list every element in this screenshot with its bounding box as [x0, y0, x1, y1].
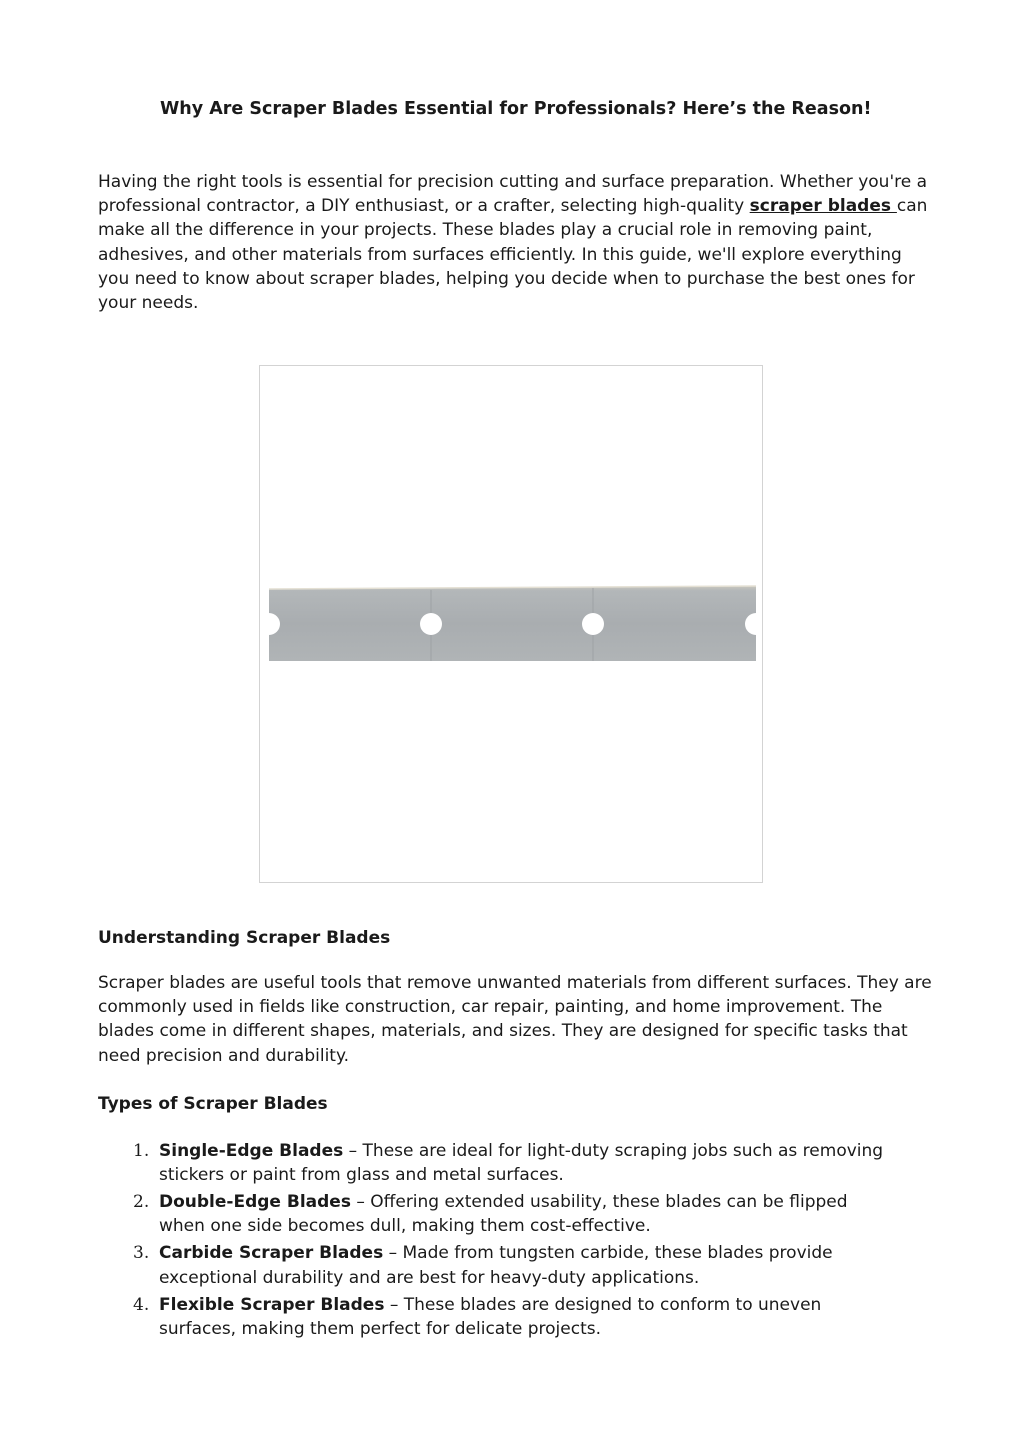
list-item-number: 3. [133, 1243, 150, 1264]
list-item-term: Carbide Scraper Blades [159, 1243, 384, 1264]
list-item-term: Flexible Scraper Blades [159, 1294, 385, 1315]
blade-hole-right [582, 613, 604, 635]
list-item-description: – These are ideal for light-duty scraping jobs such as removing stickers or paint from glass and metal surfaces. [159, 1141, 884, 1186]
intro-text-start: Having the right tools is essential for precision cutting and surface preparation. Whether you're a professional contractor, a DIY enthusiast, or a crafter, selecting high-quality [98, 172, 928, 217]
list-item-description: – These blades are designed to conform to uneven surfaces, making them perfect for delicate projects. [159, 1294, 822, 1339]
page-title: Why Are Scraper Blades Essential for Professionals? Here’s the Reason! [160, 99, 872, 119]
list-item [98, 1139, 898, 1187]
list-item-number: 2. [133, 1192, 150, 1213]
blade-body [269, 586, 756, 661]
list-item-description: – Offering extended usability, these blades can be flipped when one side becomes dull, making them cost-effective. [159, 1192, 848, 1237]
intro-text-end: can make all the difference in your projects. These blades play a crucial role in removing paint, adhesives, and other materials from surfaces efficiently. In this guide, we'll explore everything you need to know about scraper blades, helping you decide when to purchase the best ones for your needs. [98, 196, 928, 314]
types-heading: Types of Scraper Blades [98, 1094, 328, 1114]
scraper-blades-link[interactable]: scraper blades [749, 196, 897, 217]
types-list [98, 1139, 898, 1344]
list-item [98, 1293, 898, 1341]
understanding-heading: Understanding Scraper Blades [98, 928, 391, 948]
list-item [98, 1190, 898, 1238]
blade-hole-left [420, 613, 442, 635]
list-item-term: Double-Edge Blades [159, 1192, 351, 1213]
list-item-number: 1. [133, 1141, 150, 1161]
scraper-blade-illustration [260, 366, 764, 884]
intro-paragraph [98, 170, 938, 315]
list-item-number: 4. [133, 1294, 150, 1315]
list-item [98, 1241, 898, 1289]
scraper-blade-image [259, 365, 763, 883]
list-item-description: – Made from tungsten carbide, these blades provide exceptional durability and are best for heavy-duty applications. [159, 1243, 833, 1288]
understanding-paragraph: Scraper blades are useful tools that remove unwanted materials from different surfaces. They are commonly used in fields like construction, car repair, painting, and home improvement. The blades come in different shapes, materials, and sizes. They are designed for specific tasks that need precision and durability. [98, 973, 932, 1066]
list-item-term: Single-Edge Blades [159, 1141, 344, 1161]
